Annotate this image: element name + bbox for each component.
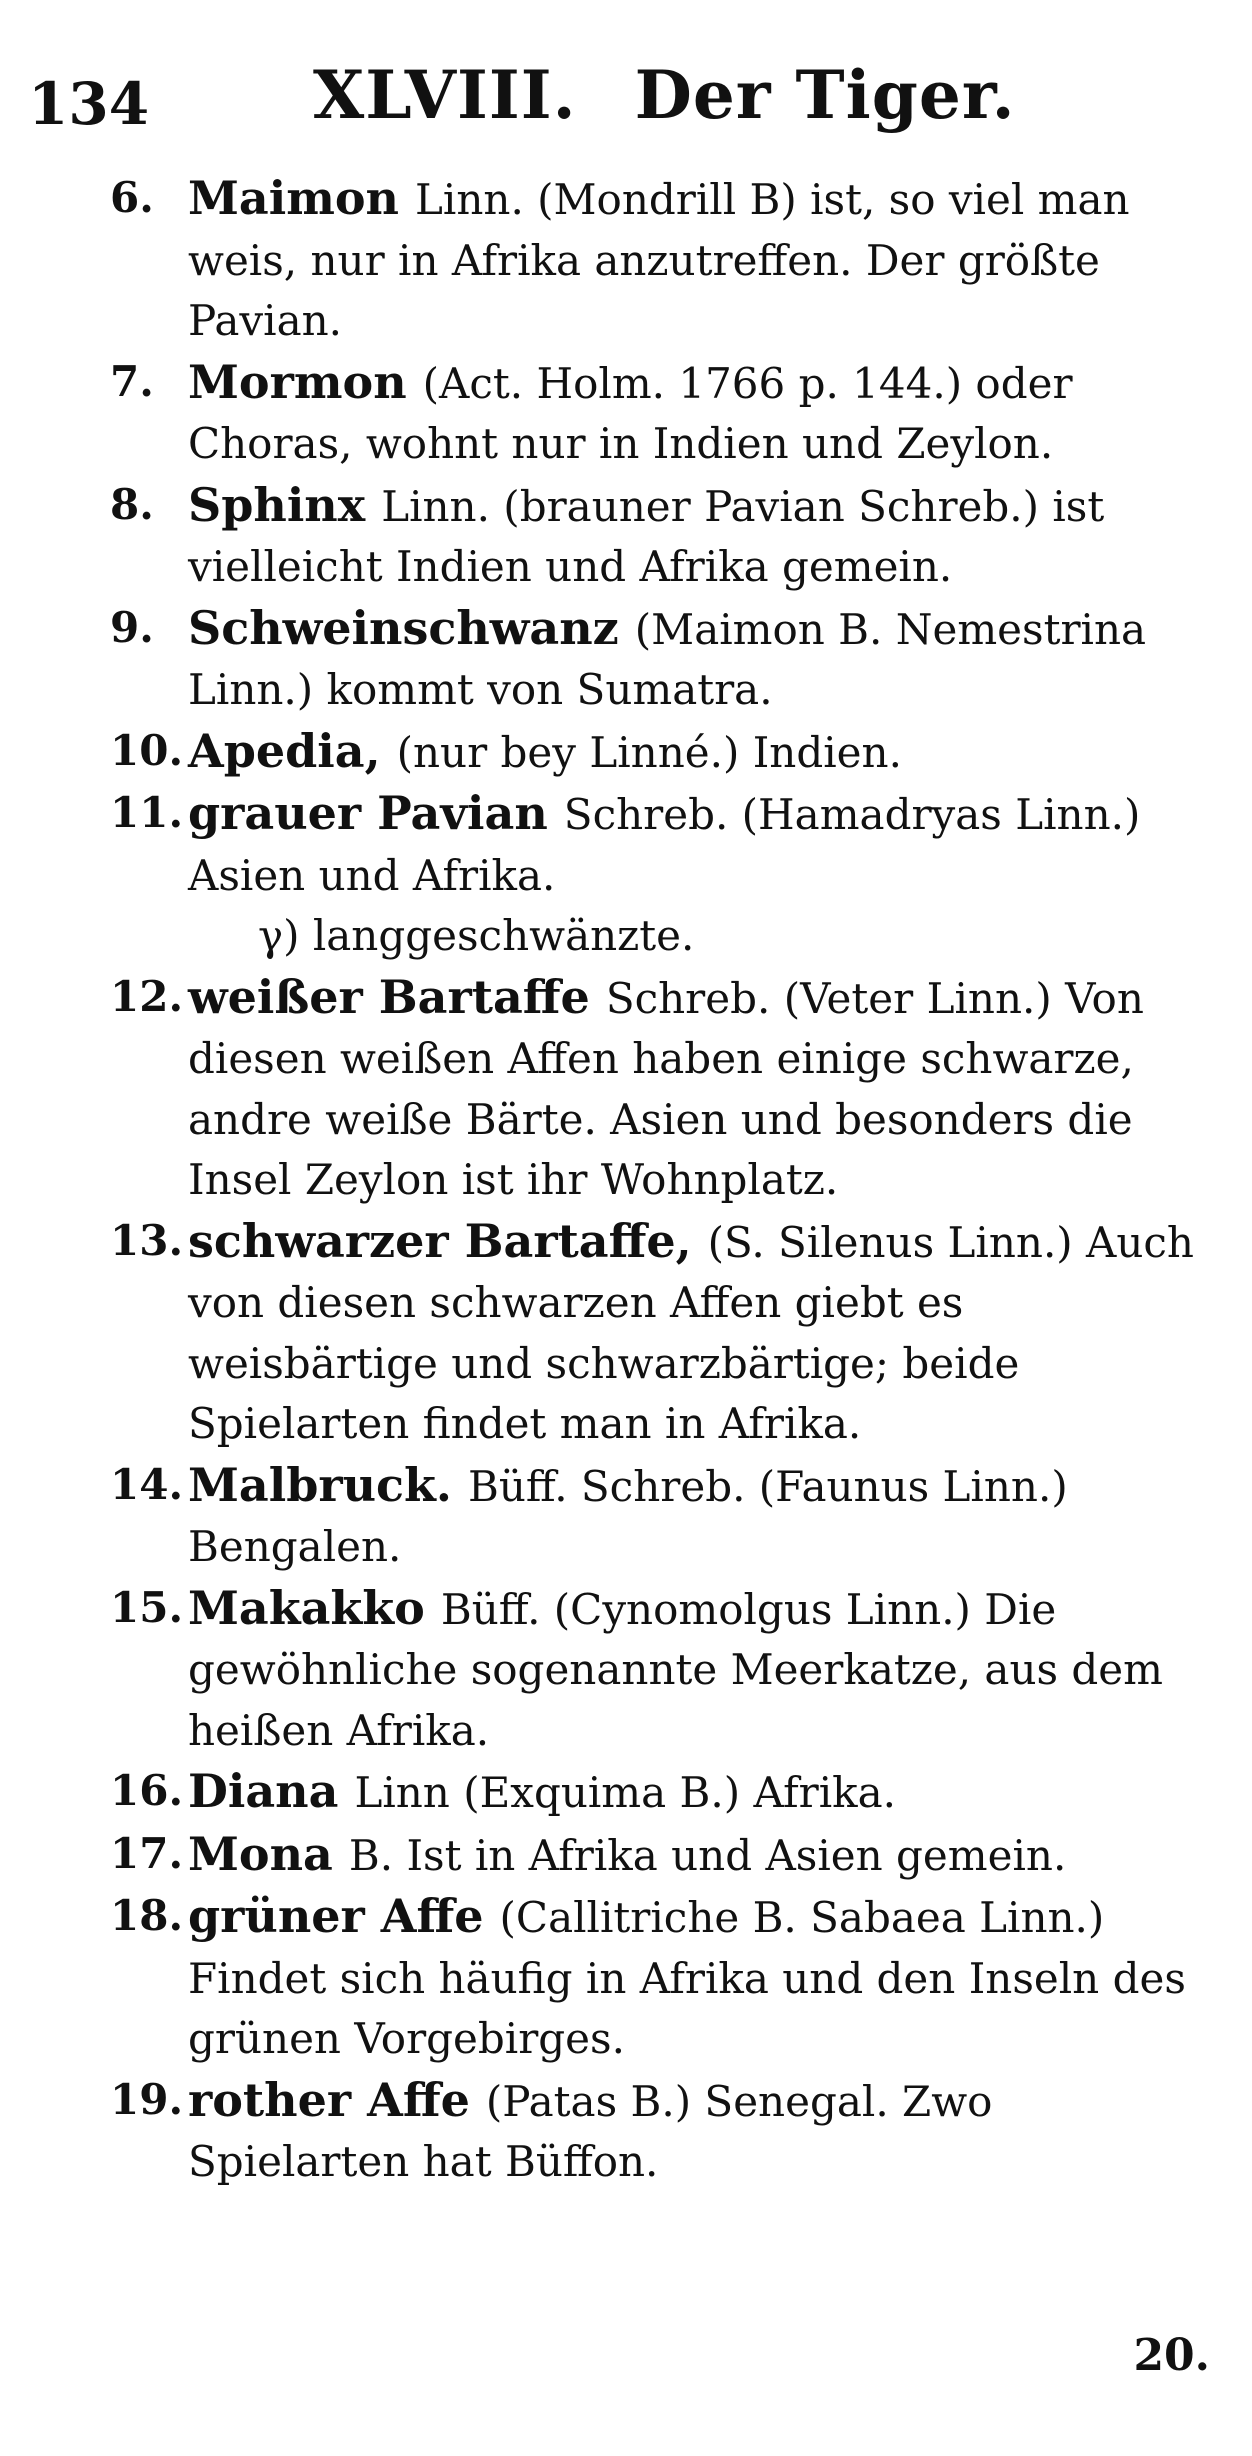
- entry-name: rother Affe: [188, 2072, 486, 2127]
- list-item: [110, 352, 1200, 475]
- entry-text: (S. Silenus Linn.) Auch von diesen schwarzen Affen giebt es weisbärtige und schwarzbärtige; beide Spielarten findet man in Afrika.: [188, 1217, 1194, 1448]
- entry-text: Büff. Schreb. (Faunus Linn.) Bengalen.: [188, 1461, 1068, 1571]
- entry-text: (nur bey Linné.) Indien.: [396, 727, 902, 777]
- entry-name: Sphinx: [188, 477, 382, 532]
- entry-text: (Patas B.) Senegal. Zwo Spielarten hat Büffon.: [188, 2076, 993, 2186]
- running-title: [313, 56, 1016, 134]
- entry-text: (Maimon B. Nemestrina Linn.) kommt von Sumatra.: [188, 604, 1147, 714]
- list-item: [110, 1455, 1200, 1578]
- entry-name: weißer Bartaffe: [188, 969, 606, 1024]
- entry-name: grauer Pavian: [188, 786, 564, 840]
- entry-text: Schreb. (Hamadryas Linn.) Asien und Afrika.: [188, 790, 1141, 900]
- entry-name: Diana: [188, 1764, 355, 1818]
- list-item: [110, 1824, 1200, 1887]
- catchword: 20.: [1133, 2330, 1210, 2381]
- entry-text: Büff. (Cynomolgus Linn.) Die gewöhnliche sogenannte Meerkatze, aus dem heißen Afrika.: [188, 1584, 1163, 1755]
- list-item: [110, 967, 1200, 1211]
- entry-name: Maimon: [188, 171, 416, 225]
- entry-number: 10.: [110, 725, 184, 775]
- list-item: [110, 598, 1200, 721]
- entry-number: 11.: [110, 788, 184, 837]
- section-subheading: γ) langgeschwänzte.: [258, 911, 695, 960]
- entry-name: schwarzer Bartaffe,: [188, 1213, 708, 1268]
- entry-number: 18.: [110, 1891, 184, 1940]
- entry-number: 12.: [110, 971, 184, 1021]
- entry-name: Malbruck.: [188, 1457, 468, 1512]
- entry-text: (Callitriche B. Sabaea Linn.) Findet sich häufig in Afrika und den Inseln des grünen Vorgebirges.: [188, 1893, 1186, 2063]
- page-number: 134: [28, 70, 150, 138]
- list-item: [110, 783, 1200, 906]
- list-item: [110, 1886, 1200, 2070]
- entry-number: 19.: [110, 2074, 184, 2124]
- entry-number: 7.: [110, 356, 154, 406]
- chapter-title: Der Tiger.: [634, 56, 1016, 134]
- entry-text: Schreb. (Veter Linn.) Von diesen weißen Affen haben einige schwarze, andre weiße Bärte. Asien und besonders die Insel Zeylon ist ihr Wohnplatz.: [188, 973, 1144, 1204]
- entry-number: 6.: [110, 173, 154, 222]
- entry-number: 15.: [110, 1582, 184, 1632]
- entry-name: Schweinschwanz: [188, 600, 635, 655]
- entry-text: Linn (Exquima B.) Afrika.: [354, 1768, 896, 1817]
- list-item: [110, 475, 1200, 598]
- page-header: [28, 50, 1208, 160]
- entry-text: Linn. (Mondrill B) ist, so viel man weis, nur in Afrika anzutreffen. Der größte Pavian.: [188, 175, 1130, 345]
- list-item: [110, 1578, 1200, 1762]
- species-list: [110, 168, 1200, 2193]
- list-item: [110, 168, 1200, 352]
- entry-name: Makakko: [188, 1580, 441, 1635]
- entry-text: B. Ist in Afrika und Asien gemein.: [348, 1830, 1067, 1880]
- entry-number: 8.: [110, 479, 154, 529]
- entry-name: Apedia,: [188, 723, 397, 778]
- entry-name: grüner Affe: [188, 1889, 500, 1943]
- list-item: [110, 1211, 1200, 1455]
- entry-number: 9.: [110, 602, 154, 652]
- chapter-numeral: XLVIII.: [313, 56, 577, 134]
- entry-number: 17.: [110, 1828, 184, 1878]
- entry-number: 14.: [110, 1459, 184, 1509]
- list-item: [110, 721, 1200, 784]
- entry-text: (Act. Holm. 1766 p. 144.) oder Choras, wohnt nur in Indien und Zeylon.: [188, 358, 1073, 468]
- entry-name: Mona: [188, 1826, 349, 1881]
- entry-text: Linn. (brauner Pavian Schreb.) ist vielleicht Indien und Afrika gemein.: [188, 481, 1105, 591]
- entry-number: 16.: [110, 1766, 184, 1815]
- list-item: [110, 2070, 1200, 2193]
- entry-name: Mormon: [188, 354, 423, 409]
- list-item: [110, 1761, 1200, 1824]
- entry-number: 13.: [110, 1215, 184, 1265]
